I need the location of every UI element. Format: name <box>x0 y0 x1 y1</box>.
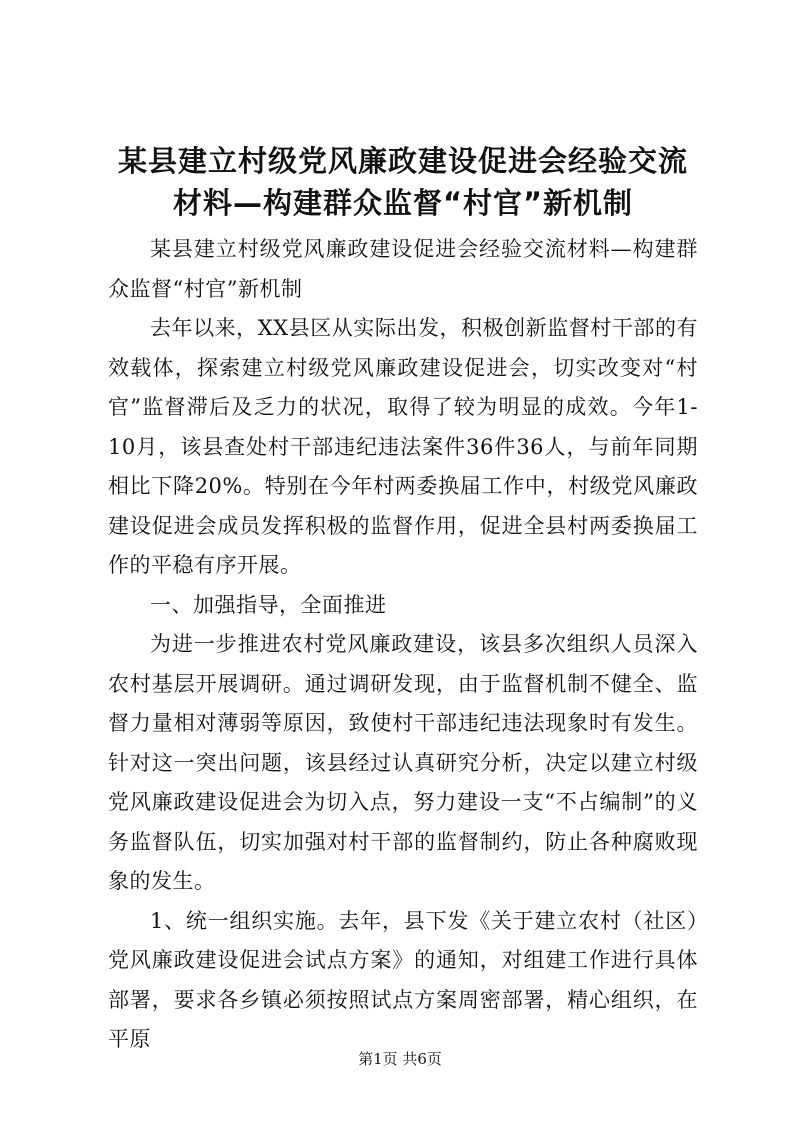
section-heading-1: 一、加强指导，全面推进 <box>150 592 387 617</box>
paragraph-intro: 去年以来，XX县区从实际出发，积极创新监督村干部的有效载体，探索建立村级党风廉政建设促进会，切实改变对“村官”监督滞后及乏力的状况，取得了较为明显的成效。今年1-10月，该县查处村干部违纪违法案件36件36人，与前年同期相比下降20%。特别在今年村两委换届工作中，村级党风廉政建设促进会成员发挥积极的监督作用，促进全县村两委换届工作的平稳有序开展。 <box>108 316 698 577</box>
paragraph-item-1: 1、统一组织实施。去年，县下发《关于建立农村（社区）党风廉政建设促进会试点方案》的通知，对组建工作进行具体部署，要求各乡镇必须按照试点方案周密部署，精心组织，在平原 <box>108 908 698 1051</box>
paragraph-subtitle: 某县建立村级党风廉政建设促进会经验交流材料—构建群众监督“村官”新机制 <box>108 237 698 301</box>
page-footer: 第1页 共6页 <box>358 1050 442 1068</box>
document-page <box>108 140 698 1060</box>
document-title: 某县建立村级党风廉政建设促进会经验交流材料—构建群众监督“村官”新机制 <box>117 144 688 220</box>
paragraph-section-1: 为进一步推进农村党风廉政建设，该县多次组织人员深入农村基层开展调研。通过调研发现，由于监督机制不健全、监督力量相对薄弱等原因，致使村干部违纪违法现象时有发生。针对这一突出问题，该县经过认真研究分析，决定以建立村级党风廉政建设促进会为切入点，努力建设一支“不占编制”的义务监督队伍，切实加强对村干部的监督制约，防止各种腐败现象的发生。 <box>108 632 698 893</box>
